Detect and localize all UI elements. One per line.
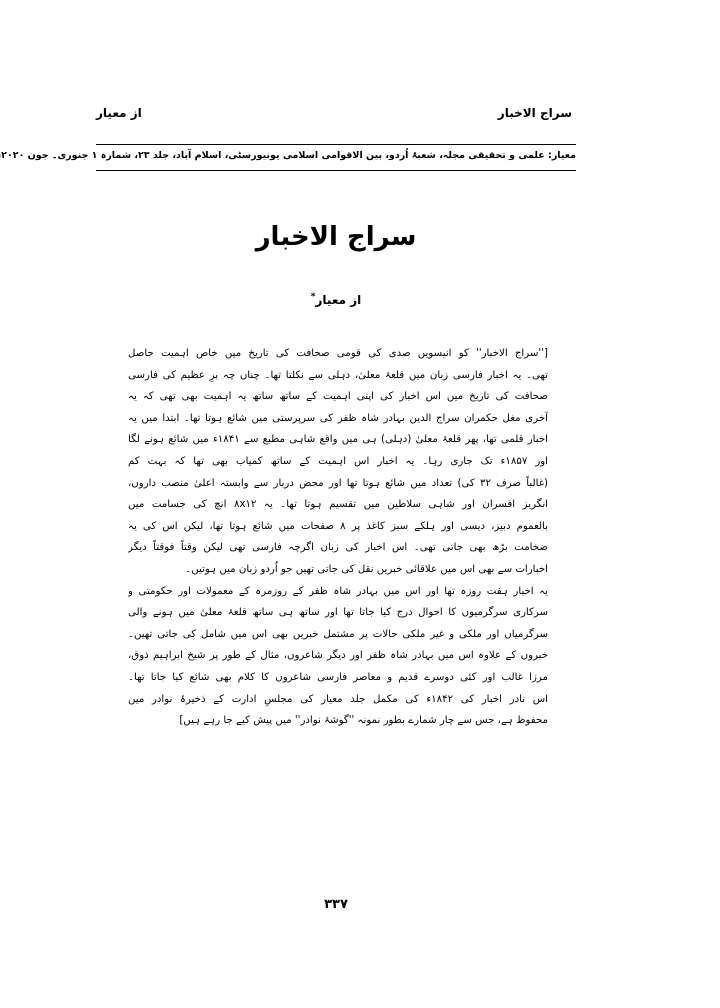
body-line: آخری مغل حکمران سراج الدین بہادر شاہ ظفر کی سرپرستی میں شائع ہوتا تھا۔ ابتدا میں یہ bbox=[128, 412, 548, 424]
body-line: سرکاری سرگرمیوں کا احوال درج کیا جاتا تھا اور ساتھ ہی ساتھ قلعۂ معلیٰ میں ہونے والی bbox=[128, 607, 548, 619]
running-head bbox=[96, 106, 572, 128]
body-line: اخبارات سے بھی اس میں علاقائی خبریں نقل کی جاتی تھیں جو اُردو زبان میں ہوتیں۔ bbox=[185, 563, 548, 575]
journal-citation: معیار: علمی و تحقیقی مجلہ، شعبۂ اُردو، بین الاقوامی اسلامی یونیورسٹی، اسلام آباد، جلد ۲۳، شمارہ ۱ جنوری۔ جون ۲۰۲۰ bbox=[1, 150, 576, 161]
byline-text: از معیار bbox=[315, 293, 362, 307]
citation-bottom-rule bbox=[96, 170, 576, 171]
body-line: صحافت کی تاریخ میں اس اخبار کی اپنی اہمیت کے ساتھ ساتھ یہ اہمیت بھی تھی کہ یہ bbox=[128, 391, 548, 403]
body-line: مرزا غالب اور کئی دوسرے قدیم و معاصر فارسی شاعروں کا کلام بھی شائع کیا جاتا تھا۔ bbox=[128, 671, 548, 683]
body-line: سرگرمیاں اور ملکی و غیر ملکی حالات پر مشتمل خبریں بھی اس میں شامل کی جاتی تھیں۔ bbox=[128, 628, 548, 640]
page-number: ۳۳۷ bbox=[324, 897, 348, 912]
body-line: خبروں کے علاوہ اس میں بہادر شاہ ظفر اور دیگر شاعروں، مثال کے طور پر شیخ ابراہیم ذوق، bbox=[128, 650, 548, 662]
body-line: [''سراج الاخبار'' کو انیسویں صدی کی قومی صحافت کی تاریخ میں خاص اہمیت حاصل bbox=[128, 348, 548, 359]
body-line: محفوظ ہے، جس سے چار شمارے بطور نمونہ ''گوشۂ نوادر'' میں پیش کیے جا رہے ہیں] bbox=[179, 715, 548, 727]
body-line: یہ اخبار ہفت روزہ تھا اور اس میں بہادر شاہ ظفر کے روزمرہ کے معمولات اور حکومتی و bbox=[128, 585, 548, 597]
article-body bbox=[128, 343, 548, 732]
body-line: (غالباً صرف ۳۲ کی) تعداد میں شائع ہوتا تھا اور محض دربار سے وابستہ اعلیٰ منصب داروں، bbox=[128, 477, 548, 489]
citation-top-rule bbox=[96, 144, 576, 145]
byline bbox=[96, 292, 576, 307]
body-line: بالعموم دبیز، دیسی اور ہلکے سبز کاغذ پر ۸ صفحات میں شائع ہوتا تھا، لیکن اس کی یہ bbox=[128, 520, 548, 532]
article-title: سراج الاخبار bbox=[255, 222, 417, 252]
body-line: ضخامت بڑھ بھی جاتی تھی۔ اس اخبار کی زبان اگرچہ فارسی تھی لیکن وقتاً فوقتاً دیگر bbox=[128, 542, 548, 554]
body-line: اس نادر اخبار کی ۱۸۴۲ء کی مکمل جلد معیار کی مجلسِ ادارت کے ذخیرۂ نوادر میں bbox=[128, 693, 548, 705]
body-line: اخبار قلمی تھا، پھر قلعۂ معلیٰ (دہلی) ہی میں واقع شاہی مطبع سے ۱۸۴۱ء میں شائع ہونے لگا bbox=[128, 434, 548, 446]
body-line: انگریز افسران اور شاہی سلاطین میں تقسیم ہوتا تھا۔ یہ ۸x۱۲ انچ کی جسامت میں bbox=[128, 499, 548, 511]
running-head-author: از معیار bbox=[96, 106, 142, 120]
body-line: تھی۔ یہ اخبار فارسی زبان میں قلعۂ معلیٰ، دہلی سے نکلتا تھا۔ چناں چہ برِ عظیم کی فارسی bbox=[128, 369, 548, 381]
running-head-title: سراج الاخبار bbox=[497, 106, 572, 120]
body-line: اور ۱۸۵۷ء تک جاری رہا۔ یہ اخبار اس اہمیت کے ساتھ کمیاب بھی تھا کہ بہت کم bbox=[128, 455, 548, 467]
byline-footnote-mark: * bbox=[310, 292, 316, 302]
